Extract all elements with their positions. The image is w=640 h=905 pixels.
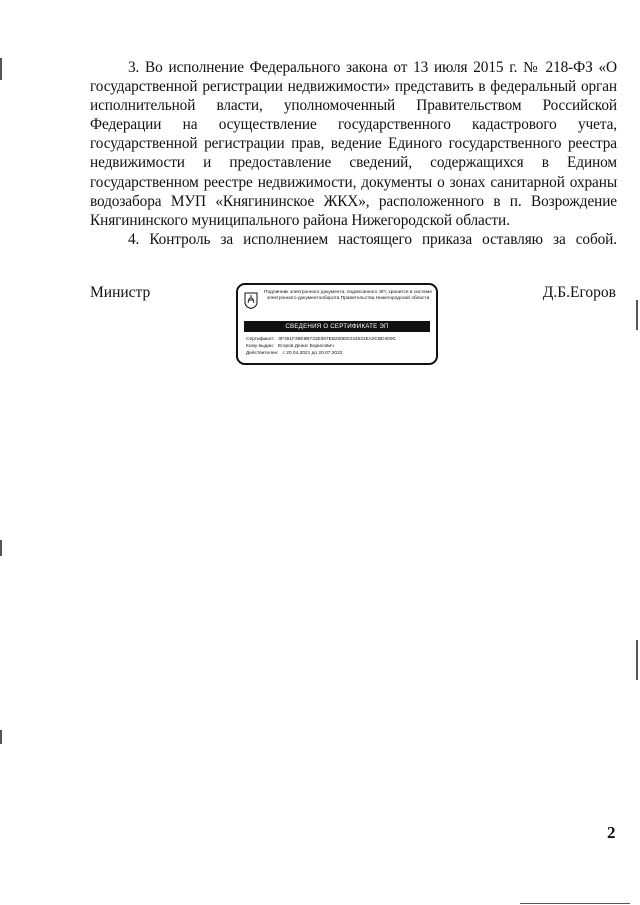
signatory-name: Д.Б.Егоров (542, 284, 616, 301)
issued-to-label: Кому выдан: (246, 344, 274, 349)
signatory-title: Министр (90, 284, 151, 301)
electronic-signature-stamp (236, 283, 438, 365)
valid-label: Действителен: (246, 351, 279, 356)
scan-artifact (0, 58, 2, 80)
paragraph-4: 4. Контроль за исполнением настоящего приказа оставляю за собой. (128, 230, 617, 248)
issued-to-row (246, 343, 434, 350)
scan-artifact (636, 300, 638, 330)
certificate-row (246, 336, 434, 343)
paragraph-3: 3. Во исполнение Федерального закона от 13 июля 2015 г. № 218-ФЗ «О государственной регистрации недвижимости» представить в федеральный орган исполнительной власти, уполномоченный Правительством Российской Федерации на осуществление государственного кадастрового учета, государственной регистрации прав, ведение Единого государственного реестра недвижимости и предоставление сведений, содержащихся в Едином государственном реестре недвижимости, документы о зонах санитарной охраны водозабора МУП «Княгининское ЖКХ», расположенного в п. Возрождение Княгининского муниципального района Нижегородской области. (90, 59, 617, 229)
certificate-info-band: СВЕДЕНИЯ О СЕРТИФИКАТЕ ЭП (244, 321, 430, 332)
valid-row (246, 350, 434, 357)
certificate-value: 0F461F38E9B731E087EB200EE034531EA2CBD409C (278, 337, 397, 342)
page-number: 2 (607, 823, 616, 842)
coat-of-arms-icon (244, 292, 258, 309)
document-body (90, 58, 617, 249)
certificate-details (246, 336, 434, 357)
scan-artifact (0, 540, 2, 556)
scan-artifact (520, 903, 630, 904)
valid-value: с 20.04.2021 до 20.07.2022 (282, 351, 343, 356)
issued-to-value: Егоров Денис Борисович (278, 344, 334, 349)
certificate-label: Сертификат: (246, 337, 275, 342)
stamp-notice: Подлинник электронного документа, подписанного ЭП, хранится в системе электронного документооборота Правительства Нижегородской области (264, 290, 432, 301)
scan-artifact (636, 640, 638, 680)
scan-artifact (0, 730, 2, 744)
